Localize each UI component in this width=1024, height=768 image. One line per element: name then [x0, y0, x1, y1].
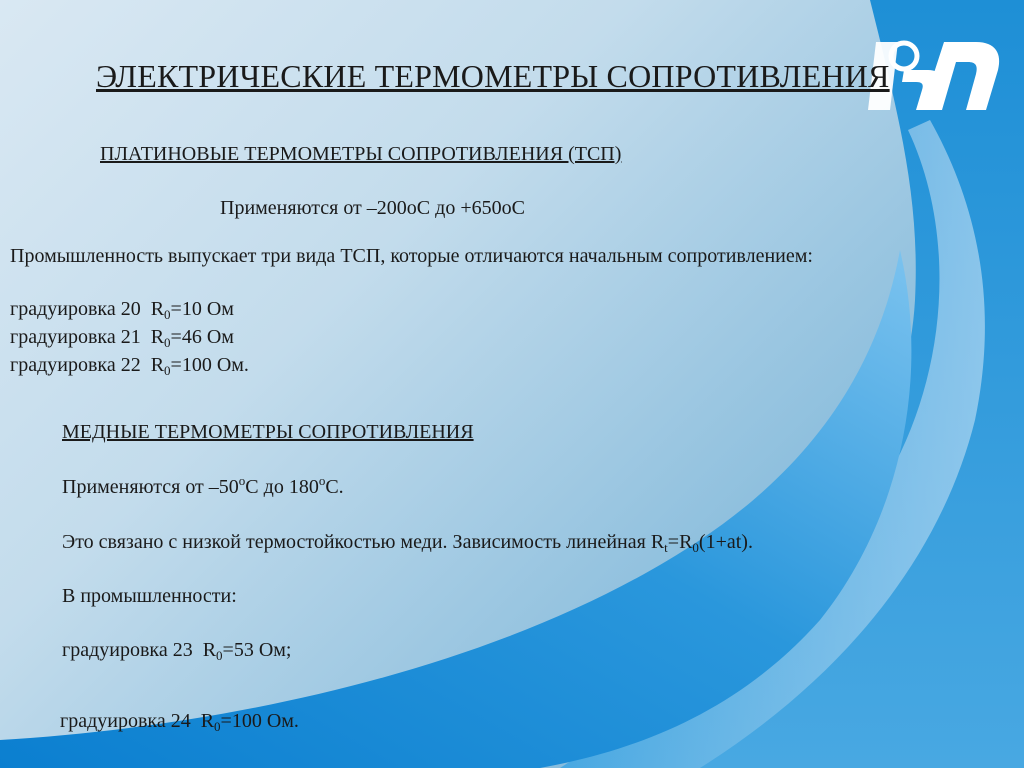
platinum-heading: ПЛАТИНОВЫЕ ТЕРМОМЕТРЫ СОПРОТИВЛЕНИЯ (ТСП) — [100, 143, 622, 165]
copper-note: Это связано с низкой термостойкостью меди. Зависимость линейная $R_t=R_0(1+at)$. — [62, 531, 753, 555]
platinum-grade-21: градуировка 21 $R_0=46$ Ом — [10, 326, 234, 350]
platinum-range: Применяются от –200оС до +650оС — [220, 197, 525, 219]
copper-heading: МЕДНЫЕ ТЕРМОМЕТРЫ СОПРОТИВЛЕНИЯ — [62, 421, 474, 443]
platinum-intro: Промышленность выпускает три вида ТСП, которые отличаются начальным сопротивлением: — [10, 245, 813, 267]
platinum-grade-22: градуировка 22 $R_0=100$ Ом. — [10, 354, 249, 378]
copper-grade-23: градуировка 23 $R_0=53$ Ом; — [62, 639, 292, 663]
copper-grade-24: градуировка 24 $R_0=100$ Ом. — [60, 710, 299, 734]
copper-industry: В промышленности: — [62, 585, 237, 607]
platinum-grade-20: градуировка 20 $R_0=10$ Ом — [10, 298, 234, 322]
copper-range: Применяются от $-50^оС$ до $180^оС$. — [62, 473, 344, 498]
slide-title: ЭЛЕКТРИЧЕСКИЕ ТЕРМОМЕТРЫ СОПРОТИВЛЕНИЯ — [96, 58, 890, 94]
